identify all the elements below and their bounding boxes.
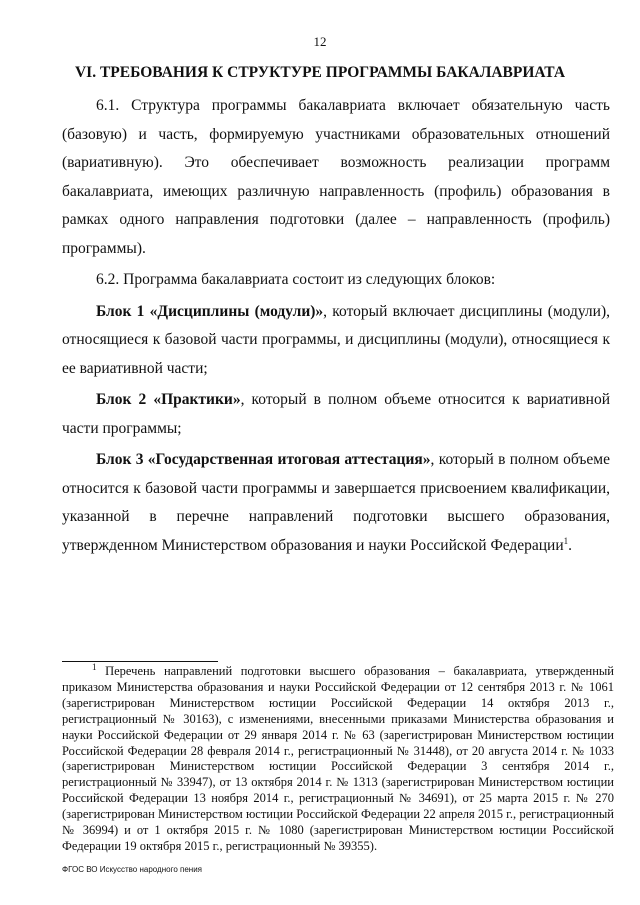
paragraph-block-2 [62,386,610,443]
footnote-text: Перечень направлений подготовки высшего образования – бакалавриата, утвержденный приказом Министерства образования и науки Российской Федерации от 12 сентября 2013 г. № 1061 (зарегистрирован Министерством юстиции Российской Федерации 14 октября 2013 г., регистрационный № 30163), с изменениями, внесенными приказами Министерства образования и науки Российской Федерации от 29 января 2014 г. № 63 (зарегистрирован Министерством юстиции Российской Федерации 28 февраля 2014 г., регистрационный № 31448), от 20 августа 2014 г. № 1033 (зарегистрирован Министерством юстиции Российской Федерации 3 сентября 2014 г., регистрационный № 33947), от 13 октября 2014 г. № 1313 (зарегистрирован Министерством юстиции Российской Федерации 13 ноября 2014 г., регистрационный № 34691), от 25 марта 2015 г. № 270 (зарегистрирован Министерством юстиции Российской Федерации 22 апреля 2015 г., регистрационный № 36994) и от 1 октября 2015 г. № 1080 (зарегистрирован Министерством юстиции Российской Федерации 19 октября 2015 г., регистрационный № 39355). [62,664,614,853]
block-2-name: Блок 2 «Практики» [96,391,241,408]
section-body [62,92,610,563]
footnote-reference: 1 [563,535,569,546]
block-1-name: Блок 1 «Дисциплины (модули)» [96,302,324,320]
block-2-text: , который в полном объеме относится к вариативной части программы; [62,391,611,437]
block-3-end: . [568,536,573,554]
paragraph-6-2: 6.2. Программа бакалавриата состоит из следующих блоков: [96,271,496,288]
paragraph-6-1: 6.1. Структура программы бакалавриата включает обязательную часть (базовую) и часть, формируемую участниками образовательных отношений (вариативную). Это обеспечивает возможность реализации программ бакалавриата, имеющих различную направленность (профиль) образования в рамках одного направления подготовки (далее – направленность (профиль) программы). [62,97,610,257]
footnote [62,661,614,855]
page-number: 12 [313,34,327,49]
footnote-mark: 1 [92,661,97,672]
footnote-paragraph [62,661,614,855]
paragraph-block-1 [62,298,610,384]
block-1-text: , который включает дисциплины (модули), относящиеся к базовой части программы, и дисциплины (модули), относящиеся к ее вариативной части; [62,302,610,377]
block-3-name: Блок 3 «Государственная итоговая аттестация» [96,451,431,468]
page-footer: ФГОС ВО Искусство народного пения [62,865,202,874]
footnote-separator [62,661,218,662]
block-3-text: , который в полном объеме относится к базовой части программы и завершается присвоением квалификации, указанной в перечне направлений подготовки высшего образования, утвержденном Министерством образования и науки Российской Федерации [62,451,610,554]
section-title: VI. ТРЕБОВАНИЯ К СТРУКТУРЕ ПРОГРАММЫ БАКАЛАВРИАТА [74,64,566,81]
paragraph-block-3 [62,446,610,560]
